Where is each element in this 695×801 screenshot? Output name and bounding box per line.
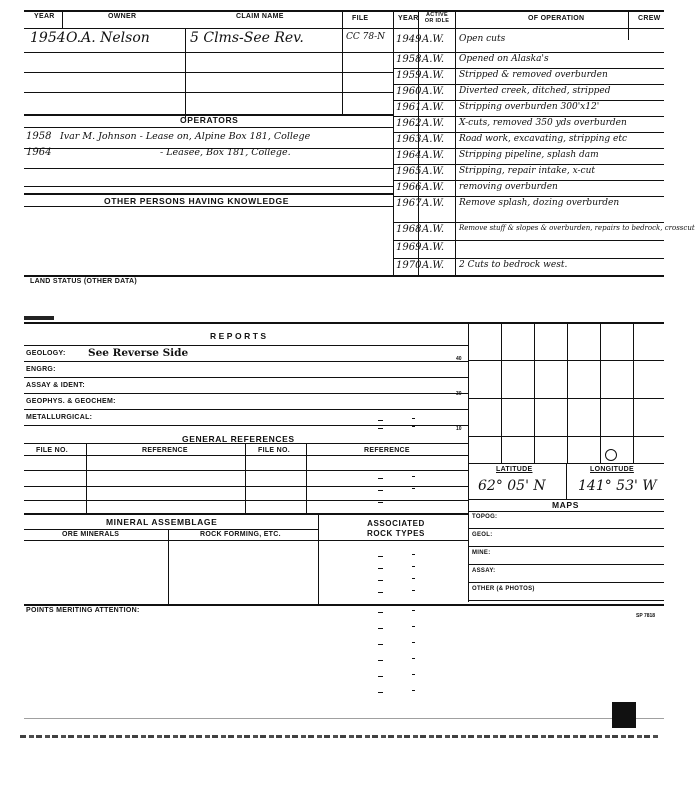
dash-mark bbox=[412, 610, 415, 611]
dash-mark bbox=[412, 690, 415, 691]
ref-col-file-1: FILE NO. bbox=[36, 447, 68, 454]
op-desc-7: Stripping pipeline, splash dam bbox=[459, 150, 599, 160]
ref-col-file-2: FILE NO. bbox=[258, 447, 290, 454]
report-rule bbox=[24, 409, 468, 410]
dash-mark bbox=[378, 660, 383, 661]
year-header: YEAR bbox=[34, 13, 55, 20]
claim-name-header: CLAIM NAME bbox=[236, 13, 284, 20]
op-desc-9: removing overburden bbox=[459, 182, 558, 192]
file-header: FILE bbox=[352, 15, 369, 22]
grid-line bbox=[501, 322, 502, 463]
type-header: OF OPERATION bbox=[528, 15, 585, 22]
grid-line bbox=[600, 322, 601, 463]
operator-text-1: Ivar M. Johnson - Lease on, Alpine Box 181, College bbox=[60, 131, 311, 142]
op-year-10: 1967 bbox=[396, 198, 422, 209]
claim-name: 5 Clms-See Rev. bbox=[190, 30, 304, 46]
dash-mark bbox=[378, 628, 383, 629]
op-status-6: A.W. bbox=[422, 134, 445, 145]
op-year-7: 1964 bbox=[396, 150, 422, 161]
op-status-12: A.W. bbox=[422, 242, 445, 253]
op-desc-6: Road work, excavating, stripping etc bbox=[459, 134, 628, 144]
owner-year: 1954 bbox=[30, 30, 66, 46]
op-status-11: A.W. bbox=[422, 224, 445, 235]
op-year-0: 1949 bbox=[396, 34, 422, 45]
dash-mark bbox=[412, 488, 415, 489]
op-desc-1: Opened on Alaska's bbox=[459, 54, 549, 64]
op-year-13: 1970 bbox=[396, 260, 422, 271]
grid-line bbox=[567, 322, 568, 463]
scan-black-mark bbox=[612, 702, 636, 728]
maps-label-2: MINE: bbox=[472, 550, 491, 556]
dash-mark bbox=[412, 626, 415, 627]
margin-number-40: 40 bbox=[456, 356, 462, 362]
operator-year-1: 1958 bbox=[26, 131, 52, 142]
maps-label-4: OTHER (& PHOTOS) bbox=[472, 586, 535, 592]
dash-mark bbox=[412, 500, 415, 501]
dash-mark bbox=[378, 428, 383, 429]
dash-mark bbox=[378, 478, 383, 479]
op-desc-10: Remove splash, dozing overburden bbox=[459, 198, 620, 208]
general-references-heading: GENERAL REFERENCES bbox=[182, 434, 295, 444]
dash-mark bbox=[412, 642, 415, 643]
associated-rock-label: ASSOCIATED ROCK TYPES bbox=[366, 519, 425, 538]
op-desc-13: 2 Cuts to bedrock west. bbox=[459, 260, 568, 270]
dash-mark bbox=[412, 674, 415, 675]
op-status-0: A.W. bbox=[422, 34, 445, 45]
ref-col-reference-2: REFERENCE bbox=[364, 447, 410, 454]
report-rule bbox=[24, 393, 468, 394]
maps-heading: MAPS bbox=[552, 500, 579, 510]
report-label-3: GEOPHYS. & GEOCHEM: bbox=[26, 398, 116, 405]
dash-mark bbox=[378, 592, 383, 593]
maps-rule bbox=[468, 528, 664, 529]
operators-heading: OPERATORS bbox=[180, 115, 239, 125]
active-header: ACTIVE OR IDLE bbox=[424, 12, 450, 24]
op-year-2: 1959 bbox=[396, 70, 422, 81]
op-year-4: 1961 bbox=[396, 102, 422, 113]
dash-mark bbox=[412, 590, 415, 591]
op-desc-4: Stripping overburden 300'x12' bbox=[459, 102, 600, 112]
dash-mark bbox=[412, 566, 415, 567]
owner-name: O.A. Nelson bbox=[66, 30, 150, 46]
form-code: SP 7818 bbox=[636, 613, 656, 619]
maps-label-1: GEOL: bbox=[472, 532, 493, 538]
op-desc-2: Stripped & removed overburden bbox=[459, 70, 608, 80]
op-desc-8: Stripping, repair intake, x-cut bbox=[459, 166, 596, 176]
op-desc-3: Diverted creek, ditched, stripped bbox=[459, 86, 611, 96]
land-status-label: LAND STATUS (OTHER DATA) bbox=[30, 278, 138, 285]
maps-rule bbox=[468, 564, 664, 565]
report-value-0: See Reverse Side bbox=[88, 347, 189, 359]
report-label-1: ENGRG: bbox=[26, 366, 56, 373]
maps-label-3: ASSAY: bbox=[472, 568, 496, 574]
grid-line bbox=[468, 436, 664, 437]
op-status-9: A.W. bbox=[422, 182, 445, 193]
longitude-value: 141° 53' W bbox=[578, 478, 657, 494]
scan-smudge bbox=[24, 316, 54, 320]
op-desc-5: X-cuts, removed 350 yds overburden bbox=[459, 118, 627, 128]
crew-header: CREW bbox=[638, 15, 661, 22]
margin-number-10: 10 bbox=[456, 426, 462, 432]
latitude-label: LATITUDE bbox=[496, 466, 533, 473]
op-year-3: 1960 bbox=[396, 86, 422, 97]
report-label-4: METALLURGICAL: bbox=[26, 414, 93, 421]
dash-mark bbox=[412, 426, 415, 427]
op-year-1: 1958 bbox=[396, 54, 422, 65]
dash-mark bbox=[378, 580, 383, 581]
grid-line bbox=[534, 322, 535, 463]
report-label-2: ASSAY & IDENT: bbox=[26, 382, 86, 389]
report-rule bbox=[24, 425, 468, 426]
file-number: CC 78-N bbox=[346, 32, 386, 42]
op-status-5: A.W. bbox=[422, 118, 445, 129]
op-year-12: 1969 bbox=[396, 242, 422, 253]
maps-label-0: TOPOG: bbox=[472, 514, 498, 520]
op-status-2: A.W. bbox=[422, 70, 445, 81]
op-year-11: 1968 bbox=[396, 224, 422, 235]
maps-rule bbox=[468, 600, 664, 601]
dash-mark bbox=[378, 490, 383, 491]
dash-mark bbox=[412, 476, 415, 477]
margin-number-30: 30 bbox=[456, 391, 462, 397]
dash-mark bbox=[412, 578, 415, 579]
operator-text-2: - Leasee, Box 181, College. bbox=[160, 147, 291, 158]
dash-mark bbox=[378, 692, 383, 693]
dash-mark bbox=[378, 420, 383, 421]
report-rule bbox=[24, 361, 468, 362]
scan-noise-bar bbox=[20, 735, 660, 738]
op-year-6: 1963 bbox=[396, 134, 422, 145]
op-status-3: A.W. bbox=[422, 86, 445, 97]
reports-heading: REPORTS bbox=[210, 331, 269, 341]
report-rule bbox=[24, 377, 468, 378]
split-line bbox=[393, 10, 394, 275]
op-status-8: A.W. bbox=[422, 166, 445, 177]
op-status-4: A.W. bbox=[422, 102, 445, 113]
latitude-value: 62° 05' N bbox=[478, 478, 546, 494]
dash-mark bbox=[378, 612, 383, 613]
op-desc-0: Open cuts bbox=[459, 34, 506, 44]
dash-mark bbox=[412, 658, 415, 659]
dash-mark bbox=[378, 556, 383, 557]
op-year-8: 1965 bbox=[396, 166, 422, 177]
dash-mark bbox=[412, 554, 415, 555]
op-status-7: A.W. bbox=[422, 150, 445, 161]
dash-mark bbox=[378, 676, 383, 677]
op-status-13: A.W. bbox=[422, 260, 445, 271]
grid-line bbox=[468, 398, 664, 399]
op-year-5: 1962 bbox=[396, 118, 422, 129]
maps-rule bbox=[468, 546, 664, 547]
dash-mark bbox=[412, 418, 415, 419]
grid-line bbox=[468, 360, 664, 361]
points-label: POINTS MERITING ATTENTION: bbox=[26, 607, 140, 614]
report-label-0: GEOLOGY: bbox=[26, 350, 66, 357]
knowledge-heading: OTHER PERSONS HAVING KNOWLEDGE bbox=[104, 196, 290, 206]
dash-mark bbox=[378, 568, 383, 569]
op-status-1: A.W. bbox=[422, 54, 445, 65]
ref-col-reference-1: REFERENCE bbox=[142, 447, 188, 454]
op-year-9: 1966 bbox=[396, 182, 422, 193]
longitude-label: LONGITUDE bbox=[590, 466, 634, 473]
op-year-header: YEAR bbox=[398, 15, 419, 22]
ore-minerals-label: ORE MINERALS bbox=[62, 531, 120, 538]
owner-header: OWNER bbox=[108, 13, 137, 20]
rock-forming-label: ROCK FORMING, ETC. bbox=[200, 531, 281, 538]
grid-line bbox=[633, 322, 634, 463]
maps-rule bbox=[468, 582, 664, 583]
op-desc-11: Remove stuff & slopes & overburden, repairs to bedrock, crosscut bbox=[459, 224, 695, 232]
location-marker-icon bbox=[605, 449, 617, 461]
dash-mark bbox=[378, 502, 383, 503]
mineral-heading: MINERAL ASSEMBLAGE bbox=[106, 517, 218, 527]
operator-year-2: 1964 bbox=[26, 147, 52, 158]
op-status-10: A.W. bbox=[422, 198, 445, 209]
dash-mark bbox=[378, 644, 383, 645]
